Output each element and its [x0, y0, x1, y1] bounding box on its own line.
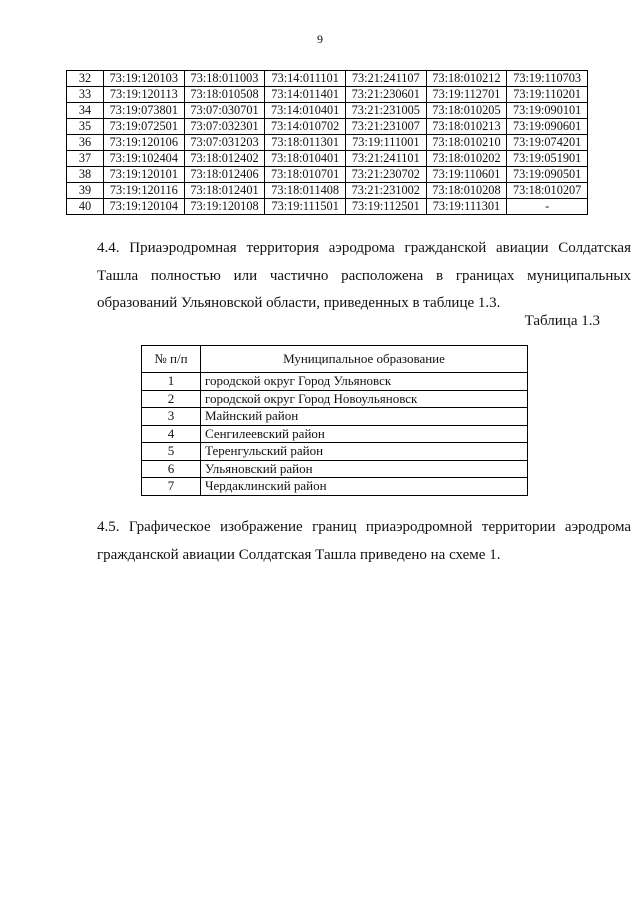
row-number-cell: 39	[67, 183, 104, 199]
cadastral-code-cell: 73:19:120116	[104, 183, 185, 199]
row-number-cell: 37	[67, 151, 104, 167]
cadastral-code-cell: 73:18:011003	[184, 71, 265, 87]
cadastral-code-cell: 73:07:031203	[184, 135, 265, 151]
cadastral-code-cell: 73:19:074201	[507, 135, 588, 151]
cadastral-code-cell: 73:18:011301	[265, 135, 346, 151]
cadastral-code-cell: 73:19:111501	[265, 199, 346, 215]
cadastral-code-cell: 73:19:110601	[426, 167, 507, 183]
table-row	[67, 71, 588, 87]
cadastral-code-cell: 73:18:010701	[265, 167, 346, 183]
table-header-row	[142, 346, 528, 373]
cadastral-code-cell: 73:19:120103	[104, 71, 185, 87]
cadastral-code-cell: -	[507, 199, 588, 215]
page-number: 9	[317, 32, 323, 46]
table-row	[142, 408, 528, 426]
header-name: Муниципальное образование	[201, 346, 528, 373]
table-row	[142, 443, 528, 461]
cadastral-code-cell: 73:14:010401	[265, 103, 346, 119]
paragraph-4-4: 4.4. Приаэродромная территория аэродрома гражданской авиации Солдатская Ташла полностью или частично расположена в границах муниципальных образований Ульяновской области, приведенных в таблице 1.3.	[97, 240, 631, 311]
table-row	[67, 167, 588, 183]
cadastral-code-cell: 73:19:111301	[426, 199, 507, 215]
cadastral-code-cell: 73:19:072501	[104, 119, 185, 135]
cadastral-code-cell: 73:19:112701	[426, 87, 507, 103]
cadastral-code-cell: 73:19:120104	[104, 199, 185, 215]
cadastral-code-cell: 73:18:010401	[265, 151, 346, 167]
cadastral-code-cell: 73:21:230702	[345, 167, 426, 183]
cadastral-table	[66, 70, 588, 215]
cadastral-code-cell: 73:19:120113	[104, 87, 185, 103]
cadastral-code-cell: 73:19:090101	[507, 103, 588, 119]
cadastral-code-cell: 73:19:090501	[507, 167, 588, 183]
cadastral-code-cell: 73:21:231007	[345, 119, 426, 135]
paragraph-4-5: 4.5. Графическое изображение границ приаэродромной территории аэродрома гражданской авиации Солдатская Ташла приведено на схеме 1.	[97, 519, 631, 563]
table-row	[67, 135, 588, 151]
cadastral-code-cell: 73:18:011408	[265, 183, 346, 199]
cadastral-code-cell: 73:18:010212	[426, 71, 507, 87]
row-number-cell: 36	[67, 135, 104, 151]
cadastral-code-cell: 73:18:010213	[426, 119, 507, 135]
cadastral-code-cell: 73:19:120101	[104, 167, 185, 183]
row-number-cell: 6	[142, 460, 201, 478]
table-row	[142, 373, 528, 391]
row-number-cell: 40	[67, 199, 104, 215]
table-row	[142, 390, 528, 408]
table-row	[67, 87, 588, 103]
cadastral-code-cell: 73:18:012402	[184, 151, 265, 167]
cadastral-code-cell: 73:18:010208	[426, 183, 507, 199]
row-number-cell: 38	[67, 167, 104, 183]
cadastral-code-cell: 73:14:011401	[265, 87, 346, 103]
row-number-cell: 7	[142, 478, 201, 496]
cadastral-code-cell: 73:18:010202	[426, 151, 507, 167]
cadastral-code-cell: 73:14:010702	[265, 119, 346, 135]
row-number-cell: 5	[142, 443, 201, 461]
cadastral-code-cell: 73:18:010508	[184, 87, 265, 103]
municipality-name-cell: Теренгульский район	[201, 443, 528, 461]
table-row	[67, 151, 588, 167]
municipality-name-cell: городской округ Город Новоульяновск	[201, 390, 528, 408]
cadastral-code-cell: 73:19:090601	[507, 119, 588, 135]
cadastral-code-cell: 73:19:111001	[345, 135, 426, 151]
table-row	[67, 199, 588, 215]
cadastral-code-cell: 73:19:110703	[507, 71, 588, 87]
table-row	[67, 183, 588, 199]
cadastral-code-cell: 73:07:030701	[184, 103, 265, 119]
table-row	[67, 103, 588, 119]
header-num: № п/п	[142, 346, 201, 373]
cadastral-code-cell: 73:14:011101	[265, 71, 346, 87]
row-number-cell: 2	[142, 390, 201, 408]
municipal-table	[141, 345, 528, 496]
row-number-cell: 1	[142, 373, 201, 391]
cadastral-code-cell: 73:19:110201	[507, 87, 588, 103]
table-row	[142, 478, 528, 496]
cadastral-code-cell: 73:19:102404	[104, 151, 185, 167]
cadastral-code-cell: 73:18:012406	[184, 167, 265, 183]
municipality-name-cell: Чердаклинский район	[201, 478, 528, 496]
cadastral-code-cell: 73:21:241101	[345, 151, 426, 167]
cadastral-code-cell: 73:19:120106	[104, 135, 185, 151]
row-number-cell: 4	[142, 425, 201, 443]
cadastral-code-cell: 73:18:010205	[426, 103, 507, 119]
cadastral-code-cell: 73:21:231002	[345, 183, 426, 199]
cadastral-code-cell: 73:21:231005	[345, 103, 426, 119]
cadastral-code-cell: 73:19:120108	[184, 199, 265, 215]
cadastral-code-cell: 73:18:010207	[507, 183, 588, 199]
table-row	[67, 119, 588, 135]
municipality-name-cell: Майнский район	[201, 408, 528, 426]
cadastral-code-cell: 73:19:073801	[104, 103, 185, 119]
cadastral-code-cell: 73:19:051901	[507, 151, 588, 167]
municipality-name-cell: Сенгилеевский район	[201, 425, 528, 443]
cadastral-code-cell: 73:18:012401	[184, 183, 265, 199]
row-number-cell: 32	[67, 71, 104, 87]
row-number-cell: 33	[67, 87, 104, 103]
municipality-name-cell: городской округ Город Ульяновск	[201, 373, 528, 391]
cadastral-code-cell: 73:21:241107	[345, 71, 426, 87]
cadastral-code-cell: 73:19:112501	[345, 199, 426, 215]
row-number-cell: 3	[142, 408, 201, 426]
table-caption: Таблица 1.3	[524, 313, 600, 329]
row-number-cell: 35	[67, 119, 104, 135]
row-number-cell: 34	[67, 103, 104, 119]
table-row	[142, 425, 528, 443]
cadastral-code-cell: 73:18:010210	[426, 135, 507, 151]
cadastral-code-cell: 73:07:032301	[184, 119, 265, 135]
cadastral-code-cell: 73:21:230601	[345, 87, 426, 103]
municipality-name-cell: Ульяновский район	[201, 460, 528, 478]
table-row	[142, 460, 528, 478]
